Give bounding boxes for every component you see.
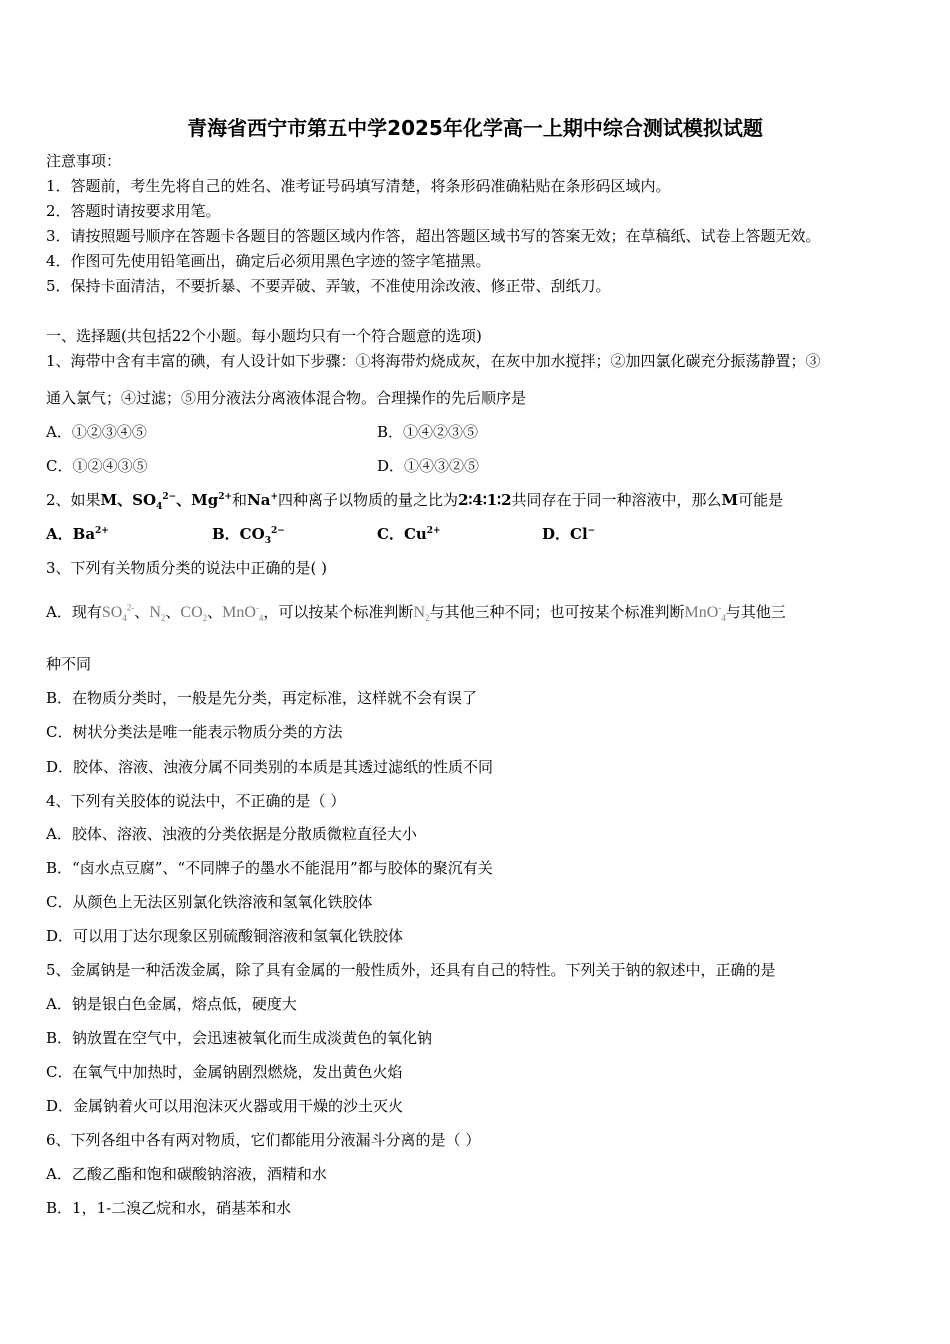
formula-mno4-text: MnO (222, 604, 256, 621)
q6-option-b: B．1，1-二溴乙烷和水，硝基苯和水 (46, 1199, 292, 1217)
formula-co2 (180, 604, 208, 624)
q5-option-d: D．金属钠着火可以用泡沫灭火器或用干燥的沙土灭火 (46, 1097, 404, 1115)
separator: 、 (165, 603, 181, 621)
q2-na-superscript: + (270, 492, 279, 502)
formula-co2-text: CO (180, 604, 203, 621)
q2-text: 四种离子以物质的量之比为 (278, 491, 459, 509)
q2-text: 共同存在于同一种溶液中，那么 (511, 491, 722, 509)
q3-text: 与其他三 (725, 603, 786, 621)
q2-ion-mg: 、Mg (176, 491, 219, 509)
separator: 、 (207, 603, 223, 621)
notice-item: 4．作图可先使用铅笔画出，确定后必须用黑色字迹的签字笔描黑。 (46, 252, 491, 270)
formula-n2-second-sub: 2 (425, 613, 430, 624)
q2-option-b (212, 524, 285, 544)
q3-option-a-cont: 种不同 (46, 655, 92, 673)
formula-co2-sub: 2 (202, 613, 208, 624)
q2-option-c-text: C．Cu (377, 525, 427, 543)
q2-option-d-sup: − (587, 526, 596, 536)
q3-option-a-label: A．现有 (46, 603, 102, 621)
q2-option-a-sup: 2+ (95, 526, 109, 536)
q2-so4-superscript: 2− (162, 492, 177, 502)
q4-option-c: C．从颜色上无法区别氯化铁溶液和氢氧化铁胶体 (46, 893, 373, 911)
formula-so4-sup: 2- (126, 602, 135, 613)
notice-item: 3．请按照题号顺序在答题卡各题目的答题区域内作答，超出答题区域书写的答案无效；在草稿纸、试卷上答题无效。 (46, 227, 821, 245)
question-4-stem: 4、下列有关胶体的说法中，不正确的是（ ） (46, 792, 346, 810)
formula-so4 (101, 602, 135, 624)
q2-option-b-text: B．CO (212, 525, 265, 543)
q3-option-c: C．树状分类法是唯一能表示物质分类的方法 (46, 723, 343, 741)
q4-option-b: B．“卤水点豆腐”、“不同牌子的墨水不能混用”都与胶体的聚沉有关 (46, 859, 493, 877)
formula-mno4-second-text: MnO (684, 604, 719, 621)
q2-and: 和 (232, 491, 248, 509)
q2-option-d (542, 524, 595, 544)
question-1-stem-cont: 通入氯气；④过滤；⑤用分液法分离液体混合物。合理操作的先后顺序是 (46, 389, 527, 407)
question-1-stem: 1、海带中含有丰富的碘，有人设计如下步骤：①将海带灼烧成灰，在灰中加水搅拌；②加四氯化碳充分振荡静置；③ (46, 352, 821, 370)
q2-option-b-sub: 3 (264, 536, 271, 546)
q2-option-c-sup: 2+ (426, 526, 441, 536)
q2-option-c (377, 524, 441, 544)
q2-option-b-sup: 2− (270, 526, 285, 536)
q2-option-d-text: D．Cl (542, 525, 588, 543)
formula-mno4-second (684, 602, 726, 624)
q5-option-b: B．钠放置在空气中，会迅速被氧化而生成淡黄色的氧化钠 (46, 1029, 433, 1047)
q2-text: 可能是 (738, 491, 784, 509)
q2-m: M (721, 491, 739, 509)
q1-option-a: A．①②③④⑤ (46, 423, 147, 441)
formula-n2-second (413, 604, 430, 624)
notice-heading: 注意事项： (46, 152, 122, 170)
formula-mno4 (222, 602, 264, 624)
q2-mg-superscript: 2+ (218, 492, 233, 502)
q3-option-b: B．在物质分类时，一般是先分类，再定标准，这样就不会有误了 (46, 689, 478, 707)
question-5-stem: 5、金属钠是一种活泼金属，除了具有金属的一般性质外，还具有自己的特性。下列关于钠的叙述中，正确的是 (46, 961, 776, 979)
q3-text: ，可以按某个标准判断 (263, 603, 414, 621)
formula-so4-sub: 4 (122, 613, 127, 624)
q2-option-a (46, 524, 109, 544)
formula-mno4-second-sub: 4 (721, 613, 726, 624)
q4-option-d: D．可以用丁达尔现象区别硫酸铜溶液和氢氧化铁胶体 (46, 927, 404, 945)
q1-option-c: C．①②④③⑤ (46, 457, 148, 475)
formula-n2-second-text: N (413, 604, 425, 621)
formula-mno4-sup: - (255, 602, 259, 613)
q3-text: 与其他三种不同；也可按某个标准判断 (429, 603, 685, 621)
q2-option-a-text: A．Ba (46, 525, 96, 543)
q2-ion-na: Na (247, 491, 271, 509)
formula-n2 (149, 604, 166, 624)
q6-option-a: A．乙酸乙酯和饱和碳酸钠溶液，酒精和水 (46, 1165, 327, 1183)
q2-ion-m-so4: M、SO (100, 491, 157, 509)
notice-item: 2．答题时请按要求用笔。 (46, 202, 221, 220)
notice-item: 5．保持卡面清洁，不要折暴、不要弄破、弄皱，不准使用涂改液、修正带、刮纸刀。 (46, 277, 611, 295)
section-heading: 一、选择题(共包括22个小题。每小题均只有一个符合题意的选项) (46, 327, 482, 345)
q2-prefix: 2、如果 (46, 491, 101, 509)
separator: 、 (134, 603, 150, 621)
q4-option-a: A．胶体、溶液、浊液的分类依据是分散质微粒直径大小 (46, 825, 417, 843)
question-3-stem: 3、下列有关物质分类的说法中正确的是( ) (46, 559, 328, 577)
page-title: 青海省西宁市第五中学2025年化学高一上期中综合测试模拟试题 (187, 116, 763, 140)
q3-option-d: D．胶体、溶液、浊液分属不同类别的本质是其透过滤纸的性质不同 (46, 758, 494, 776)
q2-so4-subscript: 4 (156, 502, 163, 512)
q1-option-b: B．①④②③⑤ (377, 423, 479, 441)
notice-item: 1．答题前，考生先将自己的姓名、准考证号码填写清楚，将条形码准确粘贴在条形码区域内。 (46, 177, 671, 195)
formula-mno4-second-sup: - (718, 602, 722, 613)
q1-option-d: D．①④③②⑤ (377, 457, 480, 475)
q5-option-c: C．在氧气中加热时，金属钠剧烈燃烧，发出黄色火焰 (46, 1063, 403, 1081)
formula-so4-text: SO (101, 604, 123, 621)
formula-n2-text: N (149, 604, 161, 621)
formula-mno4-sub: 4 (258, 613, 264, 624)
question-2-stem (46, 490, 783, 510)
question-6-stem: 6、下列各组中各有两对物质，它们都能用分液漏斗分离的是（ ） (46, 1131, 481, 1149)
q5-option-a: A．钠是银白色金属，熔点低，硬度大 (46, 995, 297, 1013)
formula-n2-sub: 2 (160, 613, 166, 624)
q3-option-a (46, 602, 786, 623)
q2-ratio: 2∶4∶1∶2 (458, 491, 512, 509)
